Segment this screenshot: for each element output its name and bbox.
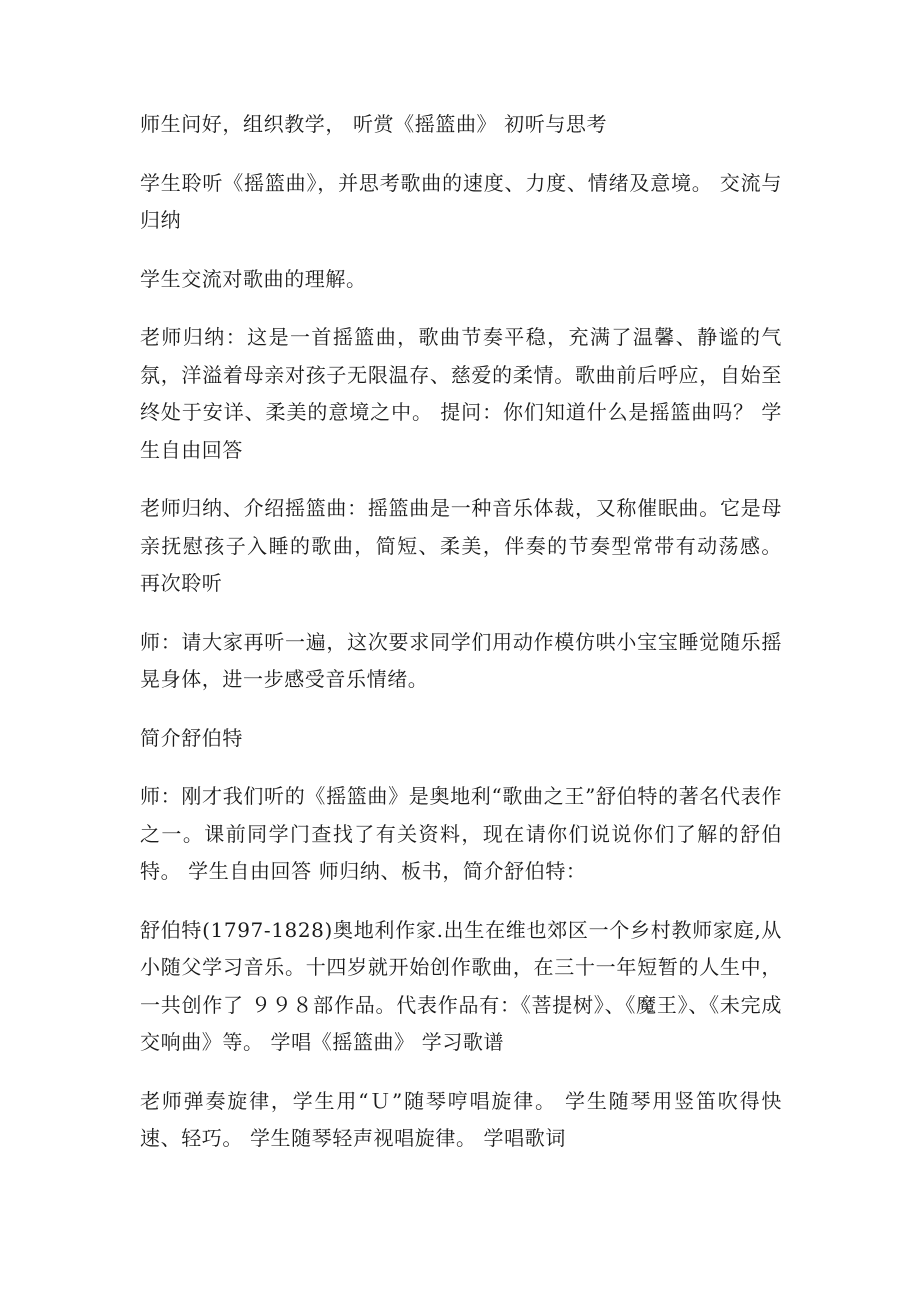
- paragraph-student-exchange: 学生交流对歌曲的理解。: [140, 266, 367, 291]
- paragraph-schubert-biography: 舒伯特(1797-1828)奥地利作家.出生在维也郊区一个乡村教师家庭,从小随父学习音乐。十四岁就开始创作歌曲，在三十一年短暂的人生中，一共创作了 ９９８部作品。代表作品有：《菩提树》、《魔王》、《未完成交响曲》等。 学唱《摇篮曲》 学习歌谱: [140, 917, 782, 1054]
- paragraph-student-listening: 学生聆听《摇篮曲》，并思考歌曲的速度、力度、情绪及意境。 交流与归纳: [140, 170, 782, 232]
- paragraph-second-listening: 师：请大家再听一遍，这次要求同学们用动作模仿哄小宝宝睡觉随乐摇晃身体，进一步感受音乐情绪。: [140, 629, 782, 691]
- paragraph-schubert-discussion: 师：刚才我们听的《摇篮曲》是奥地利“歌曲之王”舒伯特的著名代表作之一。课前同学门查找了有关资料，现在请你们说说你们了解的舒伯特。 学生自由回答 师归纳、板书，简介舒伯特：: [140, 784, 782, 883]
- paragraph-teacher-summary: 老师归纳：这是一首摇篮曲，歌曲节奏平稳，充满了温馨、静谧的气氛，洋溢着母亲对孩子无限温存、慈爱的柔情。歌曲前后呼应，自始至终处于安详、柔美的意境之中。 提问：你们知道什么是摇篮曲吗？ 学生自由回答: [140, 325, 782, 462]
- paragraph-lullaby-introduction: 老师归纳、介绍摇篮曲：摇篮曲是一种音乐体裁，又称催眠曲。它是母亲抚慰孩子入睡的歌曲，简短、柔美，伴奏的节奏型常带有动荡感。 再次聆听: [140, 496, 782, 595]
- section-heading-schubert: 简介舒伯特: [140, 725, 243, 750]
- paragraph-melody-practice: 老师弹奏旋律，学生用“Ｕ”随琴哼唱旋律。 学生随琴用竖笛吹得快速、轻巧。 学生随琴轻声视唱旋律。 学唱歌词: [140, 1088, 782, 1150]
- paragraph-greeting-listening: 师生问好，组织教学， 听赏《摇篮曲》 初听与思考: [140, 112, 608, 136]
- document-page: [140, 106, 782, 1179]
